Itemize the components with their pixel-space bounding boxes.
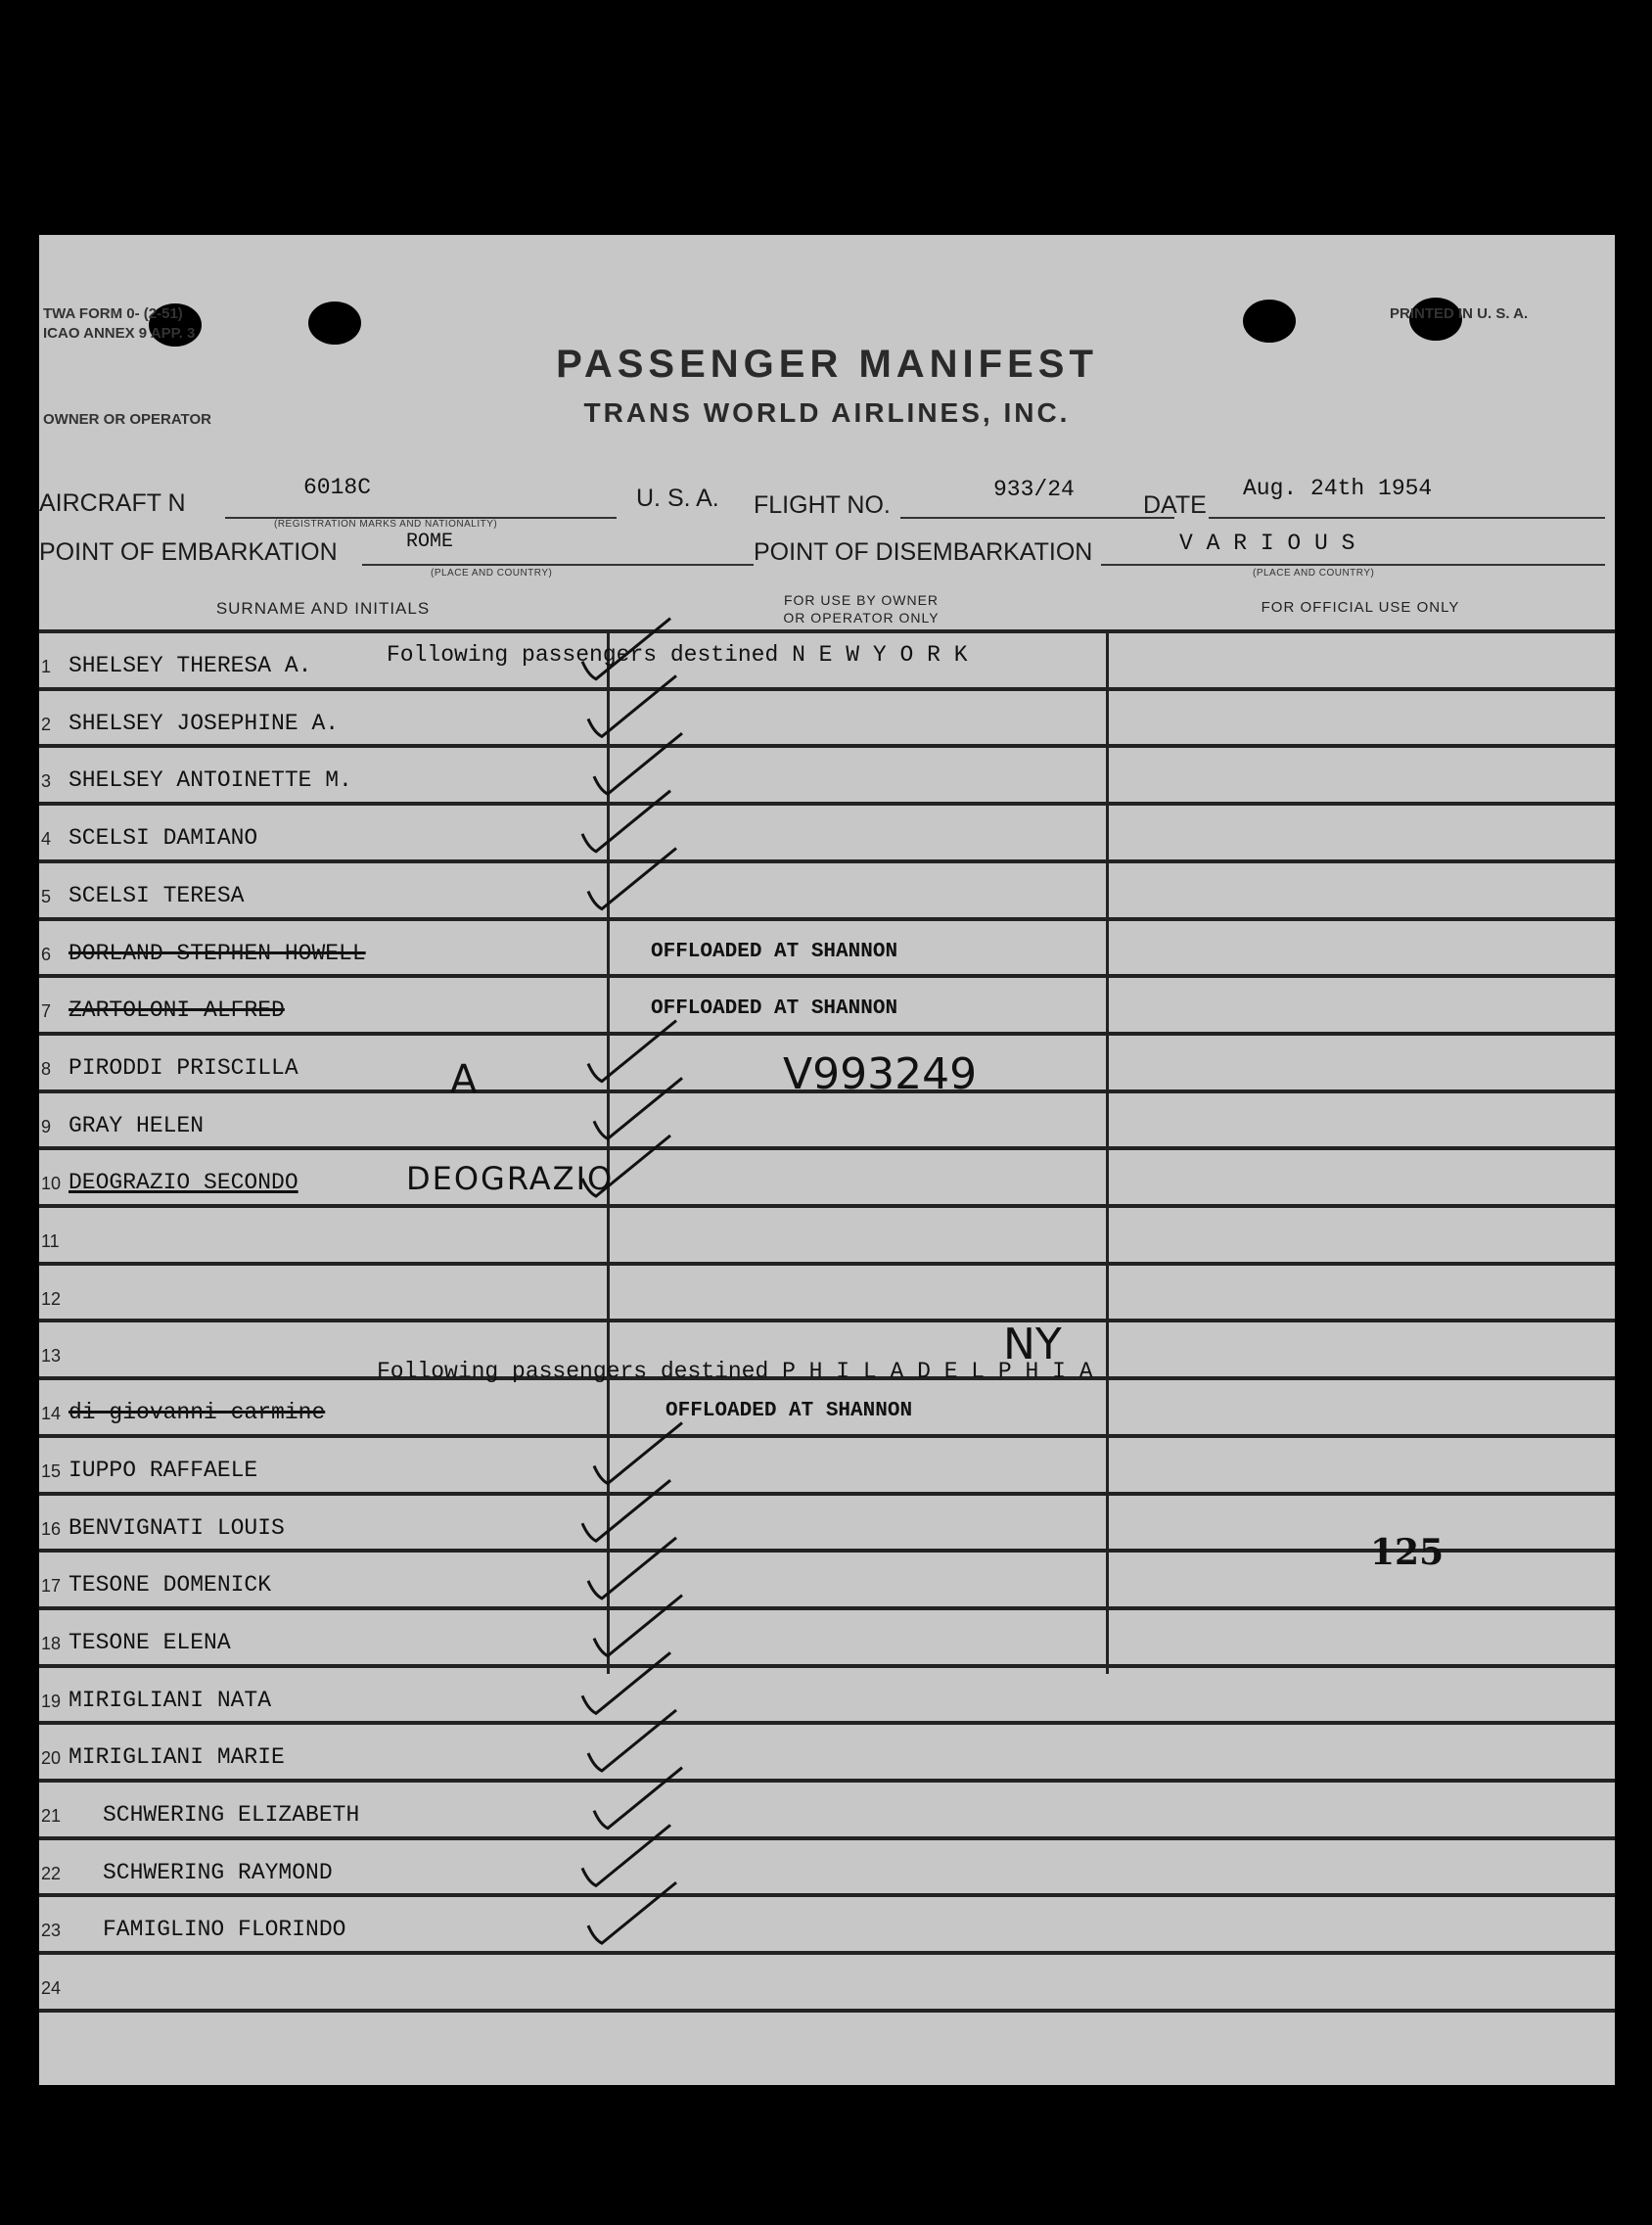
offloaded-note: OFFLOADED AT SHANNON (651, 997, 898, 1021)
date-value: Aug. 24th 1954 (1243, 476, 1433, 501)
checkmark-icon (588, 1538, 676, 1599)
row-number: 3 (41, 771, 52, 792)
destination-new-york: Following passengers destined N E W Y O R K (387, 642, 968, 668)
passenger-name: DORLAND STEPHEN HOWELL (69, 940, 366, 966)
offloaded-note: OFFLOADED AT SHANNON (651, 940, 898, 963)
checkmark-icon (582, 1825, 670, 1885)
row-number: 18 (41, 1633, 62, 1653)
passenger-name: SCHWERING ELIZABETH (103, 1802, 360, 1828)
row-number: 5 (41, 886, 52, 906)
checkmark-icon (582, 1480, 670, 1541)
handwritten-overwrite: NY (1003, 1320, 1062, 1369)
checkmark-icon (588, 675, 676, 736)
passenger-name: SHELSEY JOSEPHINE A. (69, 710, 340, 736)
handwritten-correction: DEOGRAZIO (406, 1160, 615, 1197)
aircraft-label: AIRCRAFT N (39, 489, 186, 517)
handwritten-number: V993249 (783, 1049, 978, 1099)
owner-operator-label: OWNER OR OPERATOR (43, 411, 211, 428)
checkmark-icon (588, 849, 676, 909)
passenger-name: di giovanni carmine (69, 1400, 326, 1426)
passenger-name: BENVIGNATI LOUIS (69, 1514, 285, 1541)
aircraft-sublabel: (REGISTRATION MARKS AND NATIONALITY) (274, 519, 498, 530)
passenger-name: SCHWERING RAYMOND (103, 1859, 333, 1885)
column-header-owner-1: FOR USE BY OWNER (783, 592, 940, 608)
checkmark-icon (594, 1078, 682, 1138)
passenger-name: TESONE DOMENICK (69, 1572, 272, 1599)
passenger-name: SHELSEY THERESA A. (69, 653, 312, 678)
row-number: 22 (41, 1863, 62, 1883)
row-number: 1 (41, 657, 52, 676)
checkmark-icon (588, 1882, 676, 1943)
row-number: 10 (41, 1174, 62, 1194)
row-number: 6 (41, 944, 52, 964)
disembarkation-label: POINT OF DISEMBARKATION (754, 538, 1093, 566)
date-label: DATE (1143, 491, 1207, 519)
passenger-name: TESONE ELENA (69, 1629, 231, 1655)
country-label: U. S. A. (636, 485, 719, 512)
form-title: PASSENGER MANIFEST (556, 343, 1098, 386)
aircraft-value: 6018C (303, 475, 372, 500)
embarkation-sublabel: (PLACE AND COUNTRY) (431, 568, 553, 579)
form-number: TWA FORM 0- (2-51) (43, 305, 183, 322)
row-number: 14 (41, 1404, 62, 1424)
passenger-name: DEOGRAZIO SECONDO (69, 1170, 298, 1196)
annex-label: ICAO ANNEX 9 APP. 3 (43, 325, 196, 342)
column-header-owner-2: OR OPERATOR ONLY (783, 610, 940, 626)
passenger-name: MIRIGLIANI NATA (69, 1687, 272, 1713)
passenger-name: SCELSI DAMIANO (69, 825, 258, 852)
row-number: 13 (41, 1346, 62, 1367)
row-number: 9 (41, 1116, 52, 1136)
row-number: 12 (41, 1288, 62, 1309)
embarkation-value: ROME (406, 531, 454, 553)
passenger-name: MIRIGLIANI MARIE (69, 1744, 285, 1771)
checkmark-icon (594, 1768, 682, 1829)
disembarkation-value: V A R I O U S (1179, 531, 1355, 556)
passenger-name: GRAY HELEN (69, 1112, 205, 1138)
checkmark-icon (582, 619, 670, 679)
checkmark-icon (588, 1021, 676, 1082)
checkmark-icon (594, 1423, 682, 1484)
manifest-sheet (39, 235, 1615, 2085)
row-number: 11 (41, 1231, 60, 1251)
checkmark-icon (588, 1710, 676, 1771)
row-number: 4 (41, 829, 52, 850)
column-header-official: FOR OFFICIAL USE ONLY (1261, 599, 1460, 616)
row-number: 8 (41, 1058, 52, 1079)
stamp-number: 125 (1370, 1532, 1445, 1573)
checkmark-icon (594, 733, 682, 794)
passenger-name: FAMIGLINO FLORINDO (103, 1917, 346, 1943)
passenger-name: SHELSEY ANTOINETTE M. (69, 767, 352, 794)
passenger-name: ZARTOLONI ALFRED (69, 997, 285, 1024)
row-number: 15 (41, 1460, 62, 1481)
checkmark-icon (582, 1136, 670, 1196)
row-number: 17 (41, 1576, 62, 1597)
airline-name: TRANS WORLD AIRLINES, INC. (583, 397, 1071, 428)
checkmark-layer (39, 235, 1615, 2085)
column-header-surname: SURNAME AND INITIALS (215, 599, 431, 618)
embarkation-label: POINT OF EMBARKATION (39, 538, 338, 566)
flight-value: 933/24 (993, 477, 1075, 502)
destination-philadelphia: Following passengers destined P H I L A D E L P H I A (377, 1359, 1093, 1384)
passenger-name: PIRODDI PRISCILLA (69, 1054, 298, 1081)
checkmark-icon (582, 1652, 670, 1713)
row-number: 2 (41, 714, 52, 734)
passenger-name: SCELSI TERESA (69, 882, 245, 908)
handwritten-mark-a: A (450, 1057, 478, 1102)
offloaded-note: OFFLOADED AT SHANNON (665, 1400, 913, 1423)
row-number: 7 (41, 1001, 52, 1022)
passenger-name: IUPPO RAFFAELE (69, 1457, 258, 1483)
checkmark-icon (594, 1596, 682, 1656)
printed-in-label: PRINTED IN U. S. A. (1390, 305, 1529, 322)
row-number: 20 (41, 1748, 62, 1769)
row-number: 23 (41, 1921, 62, 1941)
row-number: 16 (41, 1518, 62, 1539)
disembarkation-sublabel: (PLACE AND COUNTRY) (1253, 568, 1375, 579)
checkmark-icon (582, 791, 670, 852)
row-number: 21 (41, 1806, 62, 1826)
row-number: 19 (41, 1691, 62, 1711)
flight-label: FLIGHT NO. (754, 491, 891, 519)
row-number: 24 (41, 1978, 62, 1999)
